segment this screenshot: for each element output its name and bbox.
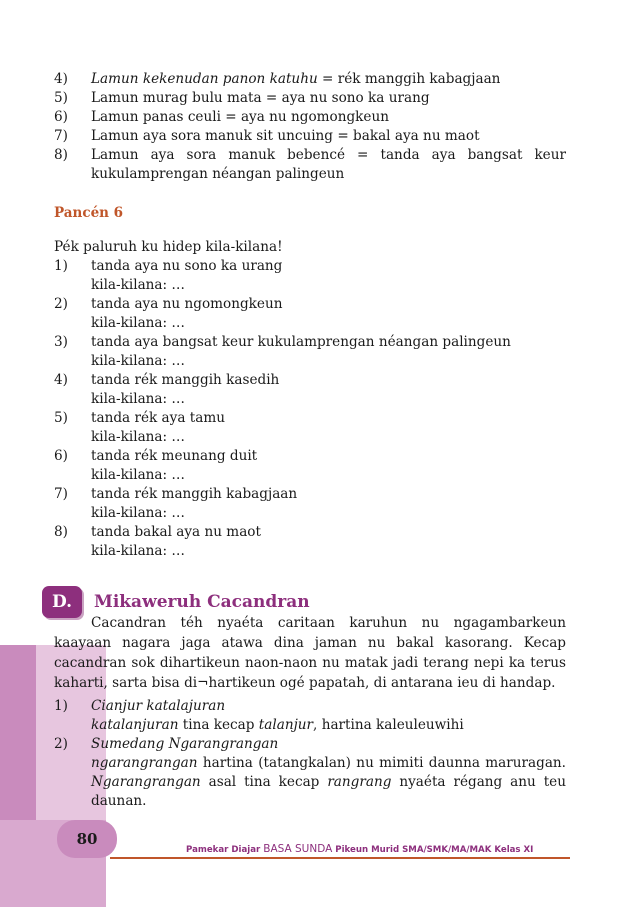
answer-prompt: kila-kilana: … — [91, 277, 186, 293]
list-item — [54, 485, 566, 504]
list-item — [54, 333, 566, 352]
explanation-text: nyaéta régang anu teu daunan. — [91, 774, 566, 809]
item-number: 2) — [54, 736, 68, 752]
answer-prompt: kila-kilana: … — [91, 467, 186, 483]
item-text: Lamun aya sora manuk sit uncuing = bakal aya nu maot — [91, 128, 480, 144]
footer-book-title — [186, 843, 533, 855]
item-text: tanda rék meunang duit — [91, 448, 258, 464]
item-number: 8) — [54, 524, 68, 540]
italic-term: katalanjuran — [91, 717, 179, 733]
italic-term: ngarangrangan — [91, 755, 198, 771]
exercise-list — [54, 257, 566, 561]
list-item — [54, 146, 566, 184]
item-number: 8) — [54, 147, 68, 163]
omen-list — [54, 70, 566, 184]
item-number: 5) — [54, 90, 68, 106]
list-item — [54, 127, 566, 146]
list-item — [54, 523, 566, 542]
item-number: 3) — [54, 334, 68, 350]
footer-prefix: Pamekar Diajar — [186, 845, 264, 855]
item-number: 7) — [54, 128, 68, 144]
item-number: 6) — [54, 109, 68, 125]
item-text: tanda rék manggih kasedih — [91, 372, 280, 388]
list-item — [54, 89, 566, 108]
cacandran-list — [54, 697, 566, 811]
item-title: Cianjur katalajuran — [91, 698, 226, 714]
item-text: tanda aya nu sono ka urang — [91, 258, 283, 274]
section-title: Mikaweruh Cacandran — [94, 592, 310, 612]
answer-prompt: kila-kilana: … — [91, 315, 186, 331]
item-number: 7) — [54, 486, 68, 502]
answer-prompt: kila-kilana: … — [91, 391, 186, 407]
list-item — [54, 371, 566, 390]
page-number: 80 — [57, 820, 117, 858]
answer-prompt: kila-kilana: … — [91, 505, 186, 521]
item-number: 5) — [54, 410, 68, 426]
explanation-text: hartina (tatangkalan) nu mimiti daunna maruragan. — [197, 755, 566, 771]
item-text: tanda rék aya tamu — [91, 410, 225, 426]
answer-prompt: kila-kilana: … — [91, 429, 186, 445]
item-explanation — [54, 716, 566, 735]
footer-divider — [110, 857, 570, 859]
item-title: Sumedang Ngarangrangan — [91, 736, 279, 752]
list-item — [54, 257, 566, 276]
answer-prompt: kila-kilana: … — [91, 353, 186, 369]
item-number: 6) — [54, 448, 68, 464]
exercise-heading: Pancén 6 — [54, 205, 124, 221]
explanation-text: , hartina kaleuleuwihi — [313, 717, 464, 733]
section-paragraph: Cacandran téh nyaéta caritaan karuhun nu ngagambarkeun kaayaan nagara jaga atawa dina jaman nu bakal kasorang. Kecap cacandran sok dihartikeun naon-naon nu matak jadi terang nepi ka terus kaharti, sarta bisa di¬hartikeun ogé papatah, di antarana ieu di handap. — [54, 615, 566, 691]
item-text: tanda bakal aya nu maot — [91, 524, 261, 540]
list-item — [54, 108, 566, 127]
answer-prompt: kila-kilana: … — [91, 543, 186, 559]
item-text: Lamun murag bulu mata = aya nu sono ka urang — [91, 90, 430, 106]
item-text: = rék manggih kabagjaan — [317, 71, 501, 87]
italic-term: rangrang — [327, 774, 392, 790]
item-text: Lamun panas ceuli = aya nu ngomongkeun — [91, 109, 389, 125]
item-number: 1) — [54, 258, 68, 274]
item-text: tanda rék manggih kabagjaan — [91, 486, 298, 502]
italic-term: Ngarangrangan — [91, 774, 201, 790]
item-italic-text: Lamun kekenudan panon katuhu — [91, 71, 318, 87]
item-number: 1) — [54, 698, 68, 714]
item-explanation — [54, 754, 566, 811]
list-item — [54, 70, 566, 89]
list-item — [54, 295, 566, 314]
footer-suffix: Pikeun Murid SMA/SMK/MA/MAK Kelas XI — [332, 845, 534, 855]
exercise-instruction: Pék paluruh ku hidep kila-kilana! — [54, 239, 283, 255]
footer-book-name: BASA SUNDA — [263, 843, 333, 855]
italic-term: talanjur — [258, 717, 314, 733]
item-number: 4) — [54, 372, 68, 388]
item-text: Lamun aya sora manuk bebencé = tanda aya bangsat keur kukulamprengan néangan palingeun — [91, 147, 566, 182]
explanation-text: tina kecap — [178, 717, 259, 733]
list-item — [54, 409, 566, 428]
explanation-text: asal tina kecap — [200, 774, 328, 790]
item-text: tanda aya nu ngomongkeun — [91, 296, 283, 312]
list-item — [54, 697, 566, 716]
list-item — [54, 735, 566, 754]
section-letter-badge: D. — [42, 586, 82, 618]
item-number: 2) — [54, 296, 68, 312]
item-number: 4) — [54, 71, 68, 87]
item-text: tanda aya bangsat keur kukulamprengan néangan palingeun — [91, 334, 511, 350]
list-item — [54, 447, 566, 466]
